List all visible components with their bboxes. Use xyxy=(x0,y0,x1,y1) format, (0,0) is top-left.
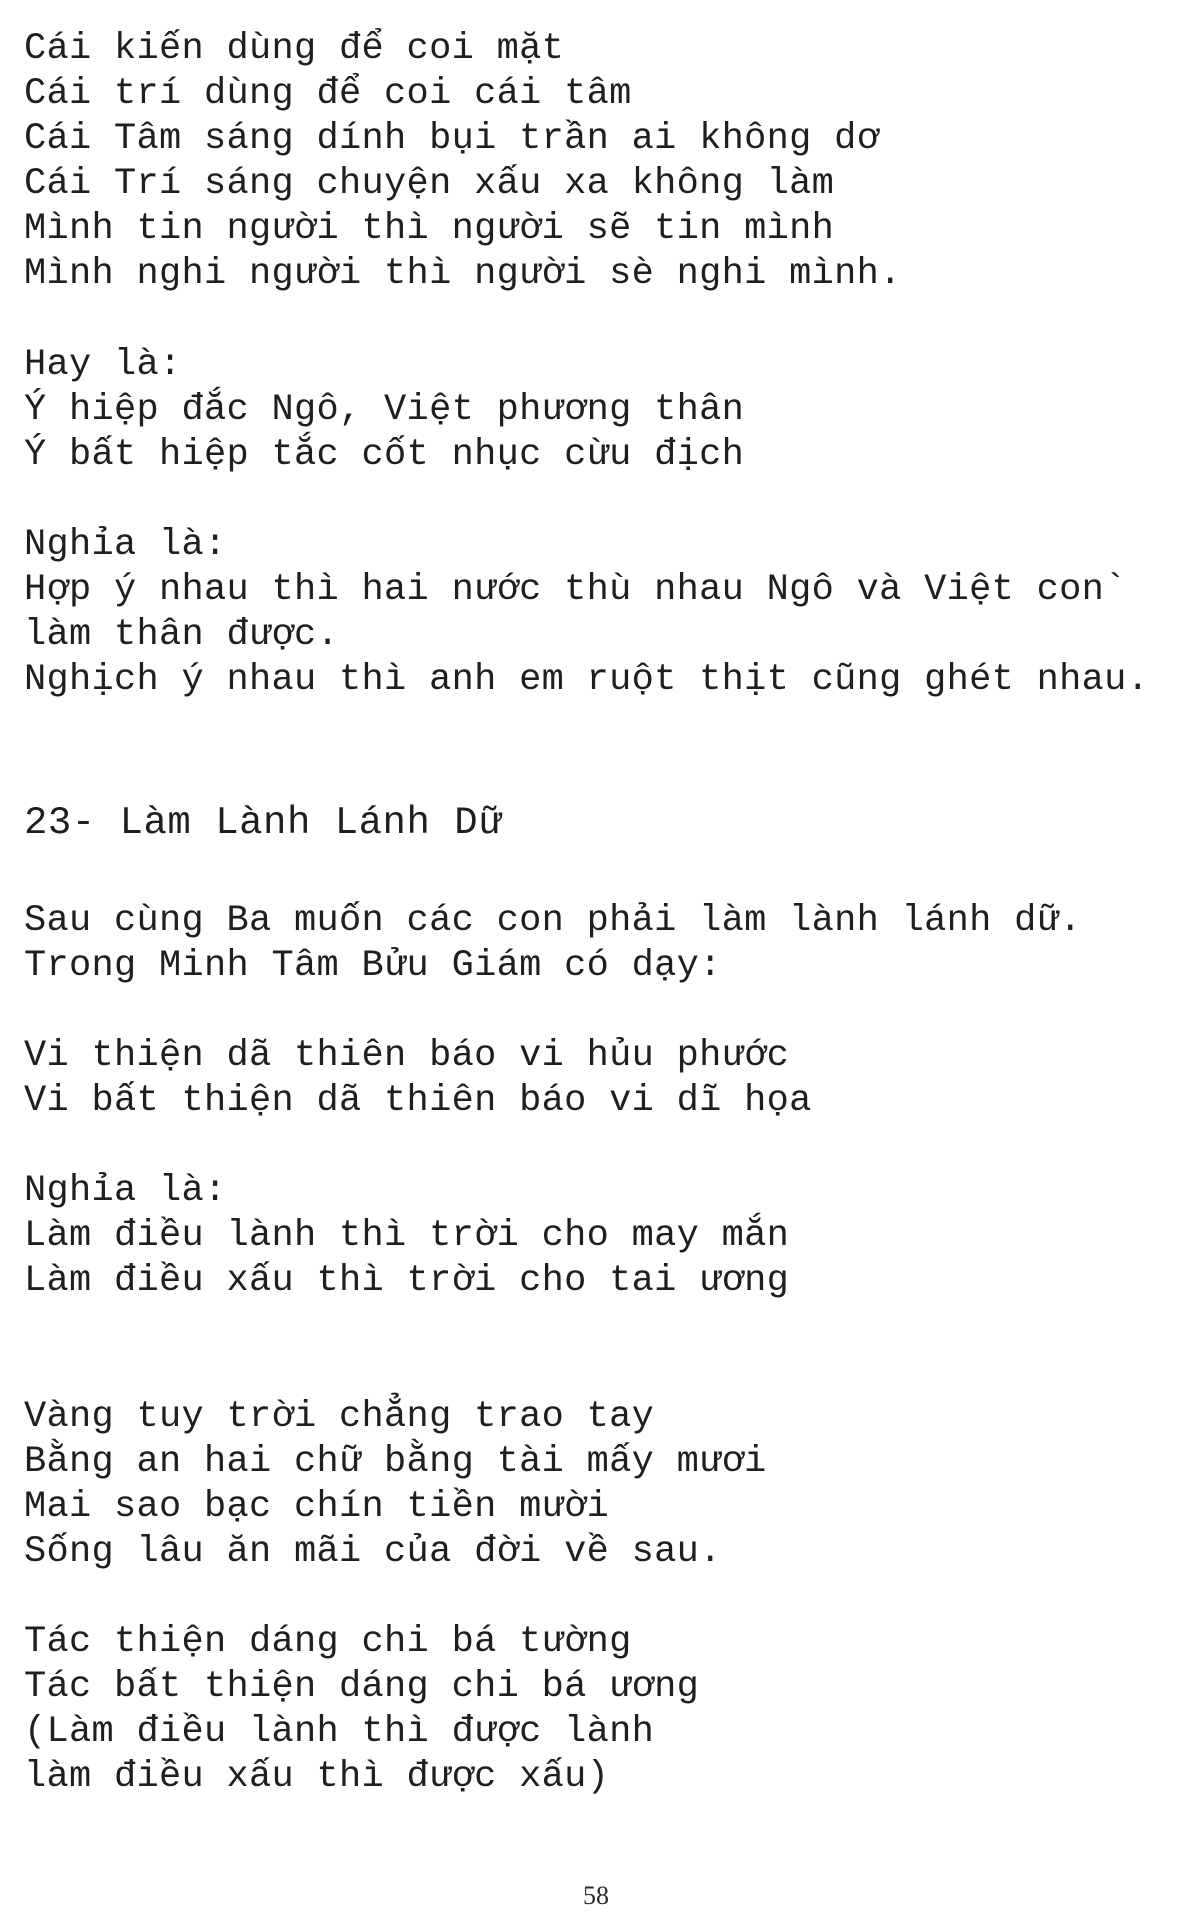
text-line: Bằng an hai chữ bằng tài mấy mươi xyxy=(24,1441,767,1483)
text-line: Tác thiện dáng chi bá tường xyxy=(24,1621,632,1663)
text-line: Cái Tâm sáng dính bụi trần ai không dơ xyxy=(24,118,880,160)
text-line: Mình tin người thì người sẽ tin mình xyxy=(24,208,835,250)
text-line: (Làm điều lành thì được lành xyxy=(24,1711,655,1753)
text-line: Tác bất thiện dáng chi bá ương xyxy=(24,1666,700,1708)
text-line: Nghỉa là: xyxy=(24,1170,227,1212)
text-line: Làm điều xấu thì trời cho tai ương xyxy=(24,1260,790,1302)
text-line: Cái Trí sáng chuyện xấu xa không làm xyxy=(24,163,835,205)
text-line: Hay là: xyxy=(24,344,182,386)
text-line: Sống lâu ăn mãi của đời về sau. xyxy=(24,1531,722,1573)
text-line: Vi thiện dã thiên báo vi hủu phước xyxy=(24,1035,790,1077)
text-line: Trong Minh Tâm Bửu Giám có dạy: xyxy=(24,945,722,987)
page-number: 58 xyxy=(583,1881,609,1910)
text-line: Ý hiệp đắc Ngô, Việt phương thân xyxy=(24,389,745,431)
text-line: Ý bất hiệp tắc cốt nhục cừu địch xyxy=(24,434,745,476)
text-line: Nghịch ý nhau thì anh em ruột thịt cũng ghét nhau. xyxy=(24,659,1150,701)
text-line: Mai sao bạc chín tiền mười xyxy=(24,1486,610,1528)
text-line: Cái trí dùng để coi cái tâm xyxy=(24,73,632,115)
section-heading: 23- Làm Lành Lánh Dữ xyxy=(24,801,503,845)
text-line: Làm điều lành thì trời cho may mắn xyxy=(24,1215,790,1257)
text-line: Nghỉa là: xyxy=(24,524,227,566)
text-line: làm thân được. xyxy=(24,614,340,656)
text-line: Hợp ý nhau thì hai nước thù nhau Ngô và Việt con` xyxy=(24,569,1127,611)
text-line: Vàng tuy trời chẳng trao tay xyxy=(24,1396,655,1438)
text-line: làm điều xấu thì được xấu) xyxy=(24,1756,610,1798)
text-line: Vi bất thiện dã thiên báo vi dĩ họa xyxy=(24,1080,812,1122)
text-line: Cái kiến dùng để coi mặt xyxy=(24,28,565,70)
text-line: Sau cùng Ba muốn các con phải làm lành lánh dữ. xyxy=(24,900,1082,942)
text-line: Mình nghi người thì người sè nghi mình. xyxy=(24,253,902,295)
